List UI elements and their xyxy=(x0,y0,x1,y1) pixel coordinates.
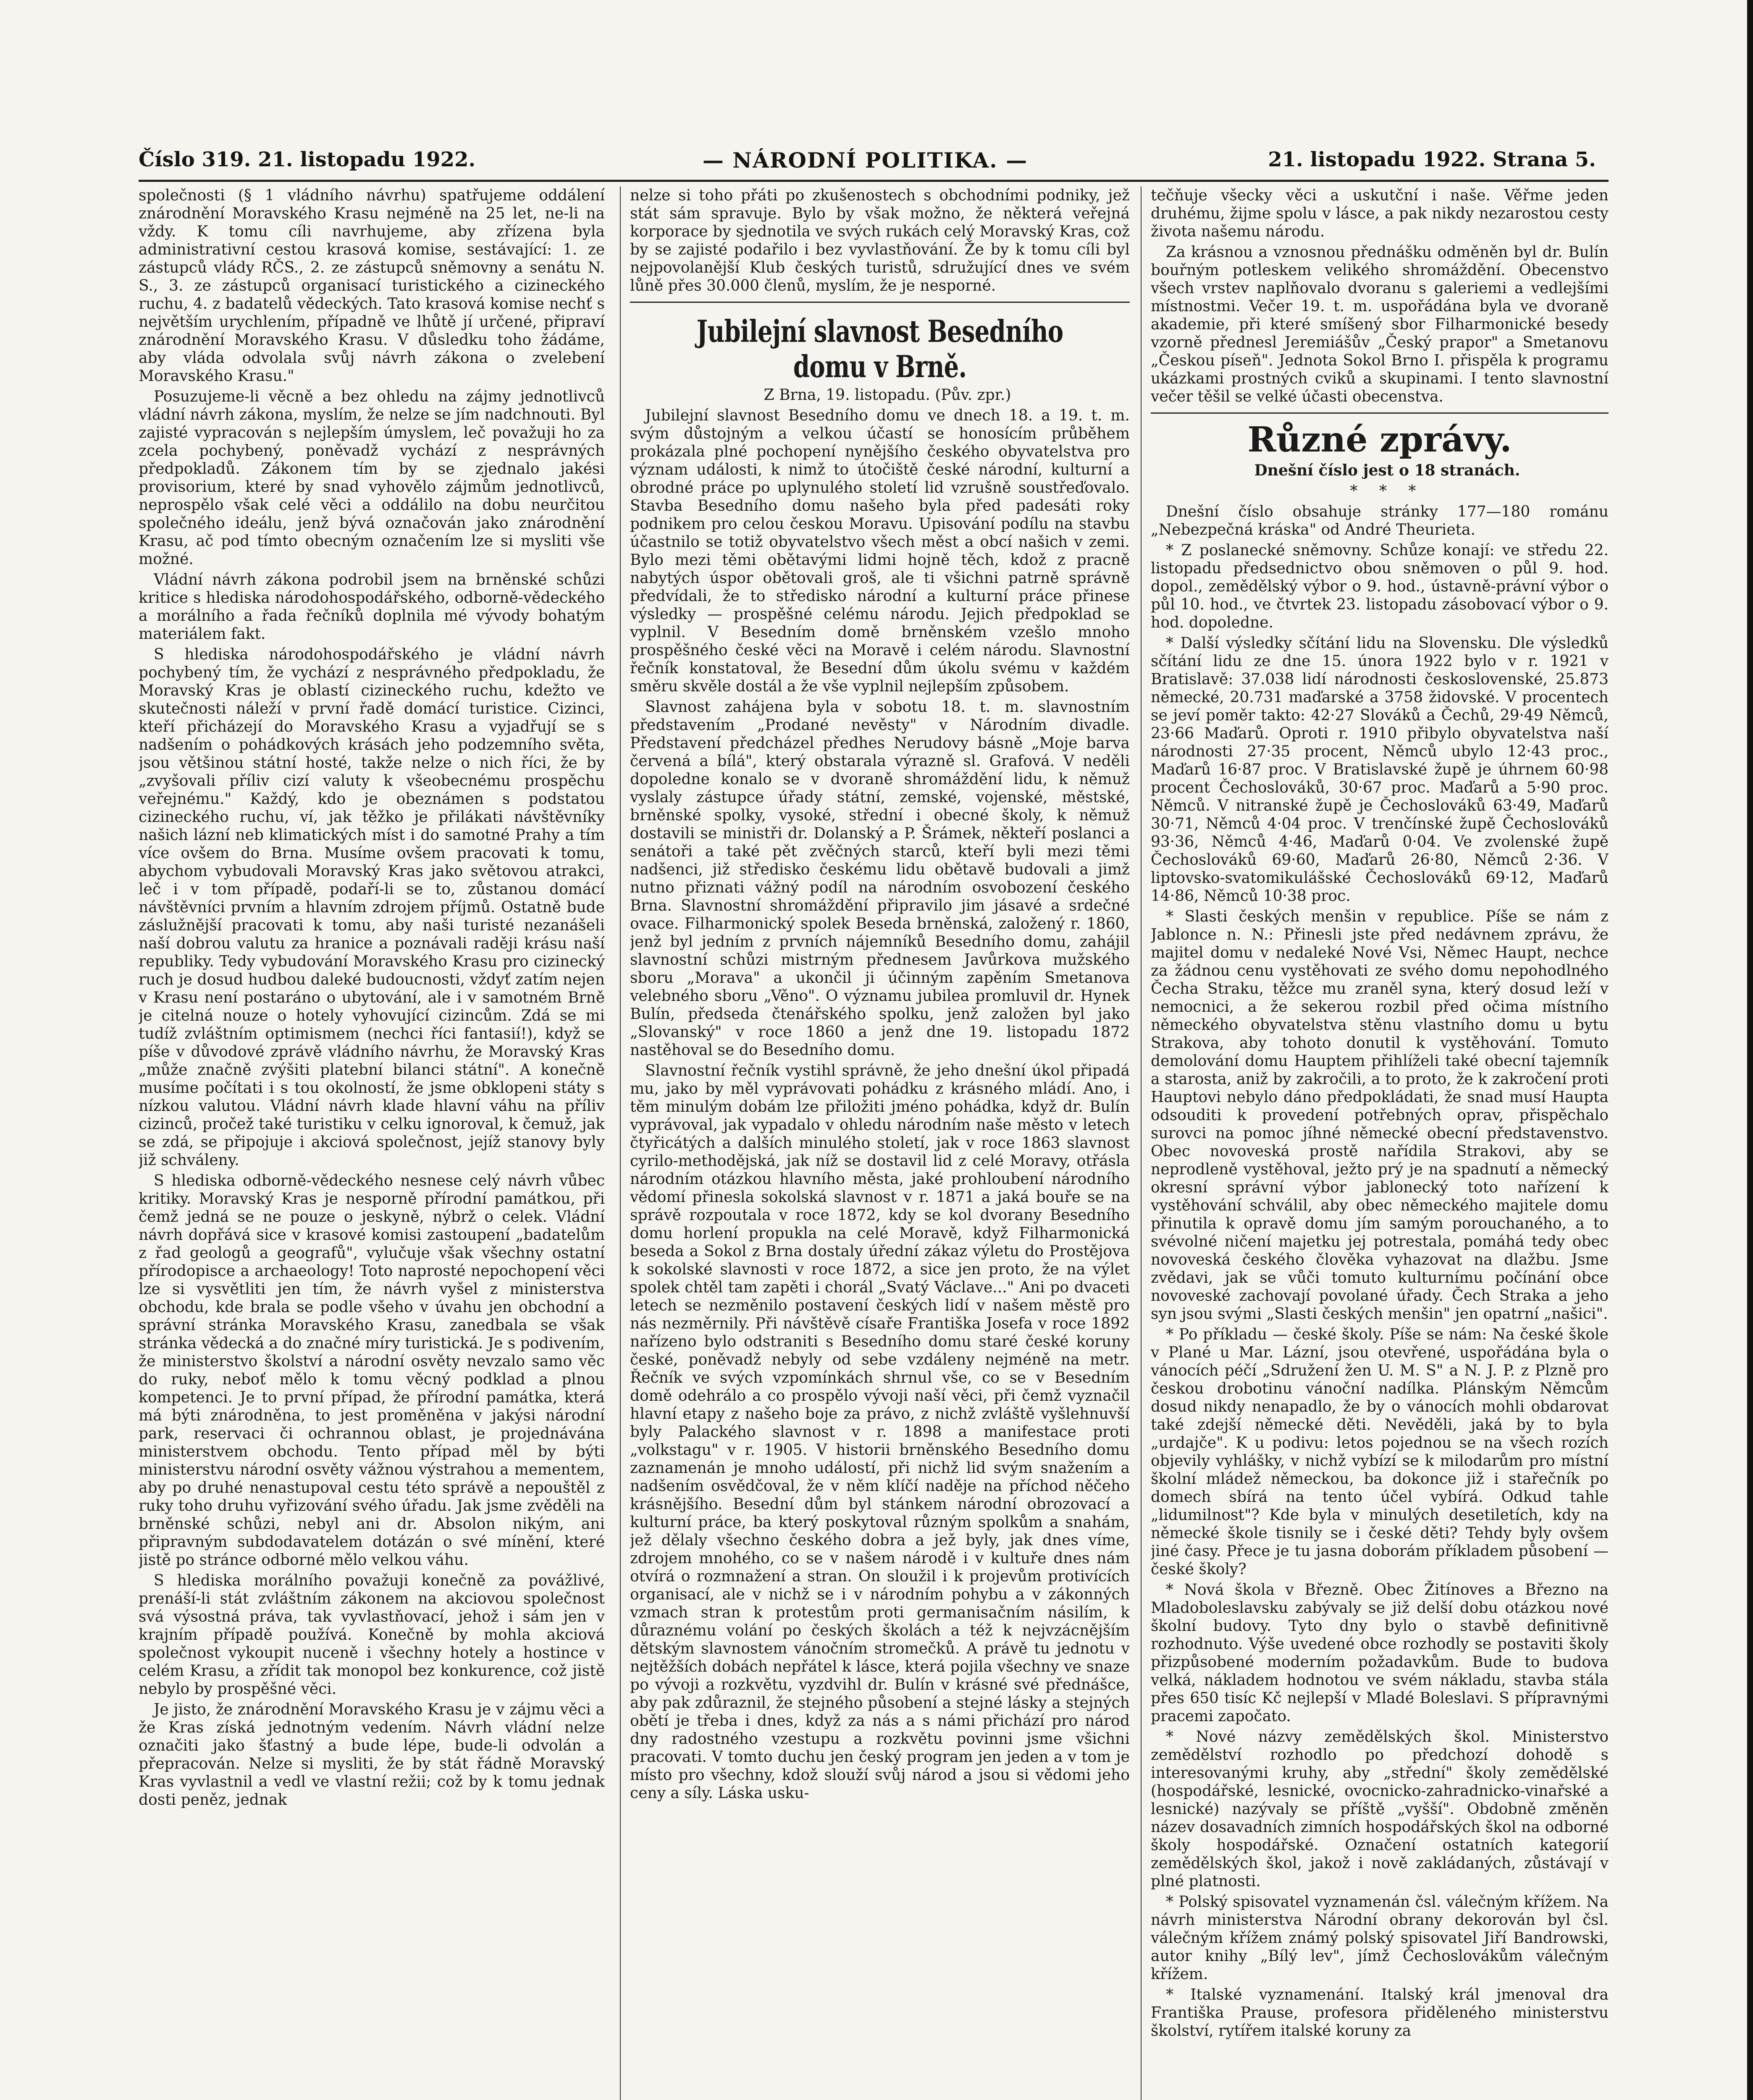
news-item: * Další výsledky sčítání lidu na Slovensku. Dle výsledků sčítání lidu ze dne 15. února 1922 bylo v r. 1921 v Bratislavě: 37.038 lidí národnosti československé, 25.873 německé, 20.731 maďarské a 3758 židovské. V procentech se jeví poměr takto: 42·27 Slováků a Čechů, 29·49 Němců, 23·66 Maďarů. Oproti r. 1910 přibylo obyvatelstva naší národnosti 27·35 procent, Němců ubylo 12·43 proc., Maďarů 16·87 proc. V Bratislavské župě je úhrnem 60·98 procent Čechoslováků, 30·67 proc. Maďarů a 5·90 proc. Němců. V nitranské župě je Čechoslováků 63·49, Maďarů 30·71, Němců 4·04 proc. V trenčínské župě Čechoslováků 93·36, Němců 4·46, Maďarů 0·04. Ve zvolenské župě Čechoslováků 69·60, Maďarů 26·80, Němců 2·36. V liptovsko-svatomikulášské Čechoslováků 69·12, Maďarů 14·86, Němců 10·38 proc. xyxy=(1151,635,1609,905)
news-item: * Po příkladu — české školy. Píše se nám: Na české škole v Plané u Mar. Lázní, jsou otevřené, uspořádána byla o vánocích péčí „Sdružení žen U. M. S" a N. J. P. z Plzně pro českou drobotinu vánoční nadílka. Plánským Němcům dosud nikdy nenapadlo, že by o vánocích mohli obdarovat také zdejší německé děti. Nevěděli, jaká by to byla „urdajče". K u podivu: letos pojednou se na všech rozích objevily vyhlášky, v nichž vybízí se k milodarům pro místní školní mládež německou, ba dokonce již i stařečník po domech sbírá na tento účel vybírá. Odkud tahle „lidumilnost"? Kde byla v minulých desetiletích, kdy na německé škole tisnily se i české děti? Tehdy byly ovšem jiné časy. Přece je tu jasna doborám příkladem působení — české školy? xyxy=(1151,1326,1609,1578)
news-item: * Nové názvy zemědělských škol. Ministerstvo zemědělství rozhodlo po předchozí dohodě s interesovanými kruhy, aby „střední" školy zemědělské (hospodářské, lesnické, ovocnicko-zahradnicko-vinařské a lesnické) nazývaly se příště „vyšší". Obdobně změněn název dosavadních zimních hospodářských škol na odborné školy hospodářské. Označení ostatních kategorií zemědělských škol, jakož i nově zakládaných, zůstávají v plné platnosti. xyxy=(1151,1728,1609,1890)
paragraph: Posuzujeme-li věcně a bez ohledu na zájmy jednotlivců vládní návrh zákona, myslím, že nelze se jím nadchnouti. Byl zajisté vypracován s nejlepším úmyslem, leč považuji ho za zcela pochybený, poněvadž vychází z nesprávných předpokladů. Zákonem tím by se zjednalo jakési provisorium, které by snad vyhovělo zájmům jednotlivců, neprospělo však celé věci a oddálilo na dobu neurčitou společného ideálu, jenž bývá označován jako znárodnění Krasu, ač pod tímto obecným označením lze si mysliti vše možné. xyxy=(139,388,605,568)
paragraph: Slavnostní řečník vystihl správně, že jeho dnešní úkol připadá mu, jako by měl vyprávovati pohádku z krásného mládí. Ano, i těm minulým dobám lze přiložiti jméno pohádka, když dr. Bulín vyprávoval, jak vypadalo v ohledu národním naše město v letech čtyřicátých a dalších minulého století, jak v roce 1863 slavnost cyrilo-methodějská, jak níž se dostavil lid z celé Moravy, otřásla národním otázkou hlavního města, jaké prohloubení národního vědomí přinesla sokolská slavnost v r. 1871 a jaká bouře se na správě rozpoutala v roce 1872, kdy se kol dvorany Besedního domu horlení propukla na celé Moravě, když Filharmonická beseda a Sokol z Brna dostaly úřední zákaz výletu do Prostějova k sokolské slavnosti v roce 1872, a sice jen proto, že na výlet spolek chtěl tam zapěti i chorál „Svatý Václave..." Ani po dvaceti letech se nezměnilo postavení českých lidí v našem městě pro nás nezměrnily. Při návštěvě císaře Františka Josefa v roce 1892 nařízeno bylo odstraniti s Besedního domu staré české koruny české, poněvadž nebyly od sebe vzdáleny nejméně na metr. Řečník ve svých vzpomínkách shrnul vše, co se v Besedním domě odehrálo a co prospělo vývoji naší věci, při čemž vyznačil hlavní etapy z našeho boje za právo, z nichž zvláště vyšlehnuvší byly Palackého slavnost v r. 1898 a manifestace proti „volkstagu" v r. 1905. V historii brněnského Besedního domu zaznamenán je mnoho událostí, při nichž lid svým snažením a nadšením osvědčoval, že v něm klíčí naděje na příchod něčeho krásnějšího. Besední dům byl stánkem národní obrozovací a kulturní práce, ba který poskytoval různým spolkům a snahám, jež dělaly všechno českého dobra a jež byly, jak dnes víme, zdrojem mnohého, co se v našem národě i v kultuře dnes nám otvírá o rozmnažení a stran. On sloužil i k projevům protivících organisací, ale v nichž se i v národním pohybu a v zákonných vzmach stran k protestům proti germanisačním násilím, k důraznému volání po českých školách a též k nejvzácnějším dětským slavnostem vánočním stromečků. A právě tu jednotu v nejtěžších dobách nepřátel k lásce, která pojila všechny ve snaze po vývoji a rozkvětu, vyzdvihl dr. Bulín v krásné své přednášce, aby pak zdůraznil, že stejného působení a stejné lásky a stejných obětí je třeba i dnes, když za nás a s námi přichází pro národ dny radostného vzestupu a rozkvětu povinni jsme všichni pracovati. V tomto duchu jen český program jen jeden a v tom je místo pro všechny, kdož slouží svůj národ a jsou si vědomi jeho ceny a síly. Láska usku- xyxy=(630,1062,1130,1802)
column-divider xyxy=(620,186,621,2100)
paragraph: Jubilejní slavnost Besedního domu ve dnech 18. a 19. t. m. svým důstojným a velkou účastí se honosícím průběhem prokázala plné pochopení nynějšího českého obyvatelstva pro význam události, k nimž to útočiště české národní, kulturní a obrodné práce po uplynulého století lid vzrušně soustřeďovalo. Stavba Besedního domu našeho byla před padesáti roky podnikem pro celou českou Moravu. Upisování podílu na stavbu účastnilo se totiž obyvatelstvo všech měst a obcí našich v zemi. Bylo mezi těmi obětavými lidmi hojně těch, kdož z pracně nabytých úspor obětovali groš, ale ti všichni patrně správně předvídali, že to středisko národní a kulturní práce přinese výsledky — prospěšné celému národu. Jejich předpoklad se vyplnil. V Besedním domě brněnském vzešlo mnoho prospěšného české věci na Moravě i celém národu. Slavnostní řečník konstatoval, že Besední dům úkolu svému v každém směru skvěle dostál a že vše vyplnil nejlepším způsobem. xyxy=(630,407,1130,695)
page-header xyxy=(139,148,1596,177)
column-1 xyxy=(139,186,605,2100)
column-2 xyxy=(630,186,1130,2100)
paragraph: Je jisto, že znárodnění Moravského Krasu je v zájmu věci a že Kras získá jednotným vedením. Návrh vládní nelze označiti jako šťastný a bude lépe, bude-li odvolán a přepracován. Nelze si mysliti, že by stát řádně Moravský Kras vyvlastnil a vedl ve vlastní režii; což by k tomu jednak dosti peněz, jednak xyxy=(139,1701,605,1809)
star-separator: * * * xyxy=(1350,483,1425,500)
paragraph: Slavnost zahájena byla v sobotu 18. t. m. slavnostním představením „Prodané nevěsty" v Národním divadle. Představení předcházel předhes Nerudovy básně „Moje barva červená a bílá", který obstarala výrazně sl. Grafová. V neděli dopoledne konalo se v dvoraně shromáždění lidu, k němuž vyslaly zástupce úřady státní, zemské, vojenské, městské, brněnské spolky, vysoké, střední i obecné školy, k němuž dostavili se ministři dr. Dolanský a P. Šrámek, někteří poslanci a senátoři a také pět zvěčných starců, kteří byli mezi těmi nadšenci, již středisko českému lidu obětavě budovali a jimž nutno přiznati vážný podíl na národním osvobození českého Brna. Slavnostní shromáždění připravilo jim jásavé a srdečné ovace. Filharmonický spolek Beseda brněnská, založený r. 1860, jenž byl jedním z prvních nájemníků Besedního domu, zahájil slavnostní schůzi mistrným přednesem Javůrkova mužského sboru „Morava" a ukončil ji účinným zapěním Smetanova velebného sboru „Věno". O významu jubilea promluvil dr. Hynek Bulín, předseda čtenářského spolku, jenž založen byl jako „Slovanský" v roce 1860 a jenž dne 19. listopadu 1872 nastěhoval se do Besedního domu. xyxy=(630,698,1130,1059)
paragraph: tečňuje všecky věci a uskutční i naše. Věřme jeden druhému, žijme spolu v lásce, a pak nikdy nezarostou cesty života našemu národu. xyxy=(1151,187,1609,240)
paragraph: S hlediska národohospodářského je vládní návrh pochybený tím, že vychází z nesprávného předpokladu, že Moravský Kras je oblastí cizineckého ruchu, kdežto ve skutečnosti náleží v první řadě domácí turistice. Cizinci, kteří přicházejí do Moravského Krasu a vyjadřují se s nadšením o pohádkových krásách jeho podzemního světa, jsou většinou státní hosté, takže nelze o nich říci, že by „zvyšovali příliv cizí valuty k všeobecnému prospěchu veřejnému." Každý, kdo je obeznámen s podstatou cizineckého ruchu, ví, jak těžko je přilákati návštěvníky našich lázní neb klimatických míst i do samotné Prahy a tím více ovšem do Brna. Musíme ovšem pracovati k tomu, abychom vybudovali Moravský Kras jako světovou atrakci, leč i v tom případě, podaří-li se to, zůstanou domácí návštěvníci prvním a hlavním zdrojem příjmů. Ostatně bude záslužnější pracovati k tomu, aby naši turisté nezanášeli naší dobrou valutu za hranice a poznávali raději krásu naší republiky. Tedy vybudování Moravského Krasu pro cizinecký ruch je dosud hudbou daleké budoucnosti, vždyť zatím nejen v Krasu není postaráno o ubytování, ale i v samotném Brně je citelná nouze o hotely vyhovující cizincům. Zdá se mi tudíž zvláštním optimismem (nechci říci fantasií!), když se píše v důvodové zprávě vládního návrhu, že Moravský Kras „může značně zvýšiti platební bilanci státní". A konečně musíme počítati i s tou okolností, že jsme obklopeni státy s nízkou valutou. Vládní návrh klade hlavní váhu na příliv cizinců, pročež také turistiku v celku ignoroval, k čemuž, jak se zdá, se připojuje i akciová společnost, jejíž stanovy byly již schváleny. xyxy=(139,646,605,1169)
paragraph: Vládní návrh zákona podrobil jsem na brněnské schůzi kritice s hlediska národohospodářského, odborně-vědeckého a morálního a řada řečníků doplnila mé vývody bohatým materiálem fakt. xyxy=(139,571,605,643)
issue-date: Číslo 319. 21. listopadu 1922. xyxy=(139,148,476,171)
news-item: * Slasti českých menšin v republice. Píše se nám z Jablonce n. N.: Přinesli jste před nedávnem zprávu, že majitel domu v nedaleké Nové Vsi, Němec Haupt, nechce za žádnou cenu vystěhovati ze svého domu nepohodlného Čecha Straku, těžce mu zraněl syna, který dosud leží v nemocnici, a že sekerou rozbil před očima místního německého obyvatelstva stěnu vlastního domu u bytu Strakova, aby tohoto donutil k vystěhování. Tomuto demolování domu Hauptem přihlíželi také obecní tajemník a starosta, aniž by zakročili, a to proto, že k zakročení proti Hauptovi nebylo dáno předpokládati, že snad musí Haupta odsouditi k provedení potřebných oprav, přispěchalo surovci na pomoc jíhné německé obecní představenstvo. Obec novoveská prostě nařídila Strakovi, aby se neprodleně vystěhoval, ježto prý je na spadnutí a německý okresní správní výbor jablonecký toto nařízení k vystěhování schválil, aby obec německého majitele domu přinutila k opravě domu jím samým porouchaného, a to svévolné ničení majetku jej potrestala, pomáhá tedy obec novoveská českého člověka vyhazovat na dlažbu. Jsme zvědavi, jak se vůči tomuto kulturnímu počínání obce novoveské zachovají povolané úřady. Čech Straka a jeho syn jsou svými „Slasti českých menšin" jen opatrní „našici". xyxy=(1151,908,1609,1323)
paragraph: Dnešní číslo obsahuje stránky 177—180 románu „Nebezpečná kráska" od André Theurieta. xyxy=(1151,503,1609,538)
news-item: * Z poslanecké sněmovny. Schůze konají: ve středu 22. listopadu předsednictvo obou sněmoven o půl 9. hod. dopol., zemědělský výbor o 9. hod., ústavně-právní výbor o půl 10. hod., ve čtvrtek 23. listopadu zásobovací výbor o 9. hod. dopoledne. xyxy=(1151,542,1609,631)
section-separator xyxy=(1151,412,1609,414)
paragraph: nelze si toho přáti po zkušenostech s obchodními podniky, jež stát sám spravuje. Bylo by však možno, že některá veřejná korporace by sjednotila ve svých rukách celý Moravský Kras, což by se zajisté podařilo i bez vyvlastňování. Že by k tomu cíli byl nejpovolanější Klub českých turistů, sdružující dnes ve svém lůně přes 30.000 členů, myslím, že je nesporné. xyxy=(630,187,1130,294)
article-title: Jubilejní slavnost Besedního domu v Brně. xyxy=(696,313,1063,384)
column-3 xyxy=(1151,186,1609,2100)
paragraph: společnosti (§ 1 vládního návrhu) spatřujeme oddálení znárodnění Moravského Krasu nejméně na 25 let, ne-li na vždy. K tomu cíli navrhujeme, aby zřízena byla administrativní cestou krasová komise, sestávající: 1. ze zástupců vlády RČS., 2. ze zástupců sněmovny a senátu N. S., 3. ze zástupců organisací turistického a cizineckého ruchu, 4. z badatelů vědeckých. Tato krasová komise nechť s největším urychlením, případně ve lhůtě jí určené, připraví znárodnění Moravského Krasu. V důsledku toho žádáme, aby vláda odvolala svůj návrh zákona o zvelebení Moravského Krasu." xyxy=(139,187,605,385)
news-item: * Italské vyznamenání. Italský král jmenoval dra Františka Prause, profesora přiděleného ministerstvu školství, rytířem italské koruny za xyxy=(1151,1986,1609,2040)
paragraph: S hlediska odborně-vědeckého nesnese celý návrh vůbec kritiky. Moravský Kras je nesporně přírodní památkou, při čemž jedná se ne pouze o jeskyně, nýbrž o celek. Vládní návrh dopřává sice v krasové komisi zastoupení „badatelům z řad geologů a geografů", vylučuje však všechny ostatní přírodopisce a archaeology! Toto naprosté nepochopení věci lze si vysvětliti jen tím, že návrh vyšel z ministerstva obchodu, kde brala se podle všeho v úvahu jen obchodní a správní stránka Moravského Krasu, zanedbala se však stránka vědecká a do značné míry turistická. Je s podivením, že ministerstvo školství a národní osvěty nevzalo samo věc do ruky, neboť mělo k tomu věcný podklad a plnou kompetenci. Je to první případ, že přírodní památka, která má býti znárodněna, to jest proměněna v jakýsi národní park, reservaci či ochrannou oblast, je projednávána ministerstvem obchodu. Tento případ měl by býti ministerstvu národní osvěty vážnou výstrahou a mementem, aby po druhé nenastupoval cestu této správě a nepouštěl z ruky toho druhu vyřizování svého úřadu. Jak jsme zvěděli na brněnské schůzi, nebyl ani dr. Absolon nikým, ani připravným subdodavatelem dotázán o své mínění, které jistě po stránce odborné mělo velkou váhu. xyxy=(139,1172,605,1569)
page-number: 21. listopadu 1922. Strana 5. xyxy=(1268,148,1596,171)
column-divider xyxy=(1141,186,1142,2100)
news-item: * Polský spisovatel vyznamenán čsl. válečným křížem. Na návrh ministerstva Národní obrany dekorován byl čsl. válečným křížem známý polský spisovatel Jiří Bandrowski, autor knihy „Bílý lev", jímž Čechoslovákům válečným křížem. xyxy=(1151,1893,1609,1983)
paragraph: S hlediska morálního považuji konečně za povážlivé, prenáší-li stát zvláštním zákonem na akciovou společnost svá výsostná práva, tak vyvlastňovací, jehož i sám jen v krajním případě používá. Konečně by mohla akciová společnost vykoupit nuceně i všechny hotely a hostince v celém Krasu, a zřídit tak monopol bez konkurence, což jistě nebylo by prospěšné věci. xyxy=(139,1572,605,1698)
paragraph: Za krásnou a vznosnou přednášku odměněn byl dr. Bulín bouřným potleskem velikého shromáždění. Obecenstvo všech vrstev naplňovalo dvoranu s galeriemi a vedlejšími místnostmi. Večer 19. t. m. uspořádána byla ve dvoraně akademie, při které smíšený sbor Filharmonické besedy vzorně přednesl Jeremiášův „Český prapor" a Smetanovu „Českou píseň". Jednota Sokol Brno I. přispěla k programu ukázkami prostných cviků a skupinami. I tento slavnostní večer těšil se velké účasti obecenstva. xyxy=(1151,244,1609,405)
article-separator xyxy=(630,302,1130,303)
header-rule xyxy=(139,180,1609,182)
scan-edge xyxy=(1747,0,1753,2100)
news-item: * Nová škola v Březně. Obec Žitínoves a Březno na Mladoboleslavsku zabývaly se již delší dobu otázkou nové školní budovy. Tyto dny bylo o stavbě definitivně rozhodnuto. Výše uvedené obce rozhodly se postaviti školy přizpůsobené moderním požadavkům. Bude to budova velká, nákladem hodnotou ve svém nákladu, stavba stála přes 650 tisíc Kč nejlepší v Mladé Boleslavi. S přípravnými pracemi započato. xyxy=(1151,1581,1609,1725)
masthead: — NÁRODNÍ POLITIKA. — xyxy=(702,148,1028,173)
section-title: Různé zprávy. xyxy=(1247,420,1512,460)
byline: Z Brna, 19. listopadu. (Pův. zpr.) xyxy=(764,386,1011,404)
section-subhead: Dnešní číslo jest o 18 stranách. xyxy=(1254,462,1520,479)
